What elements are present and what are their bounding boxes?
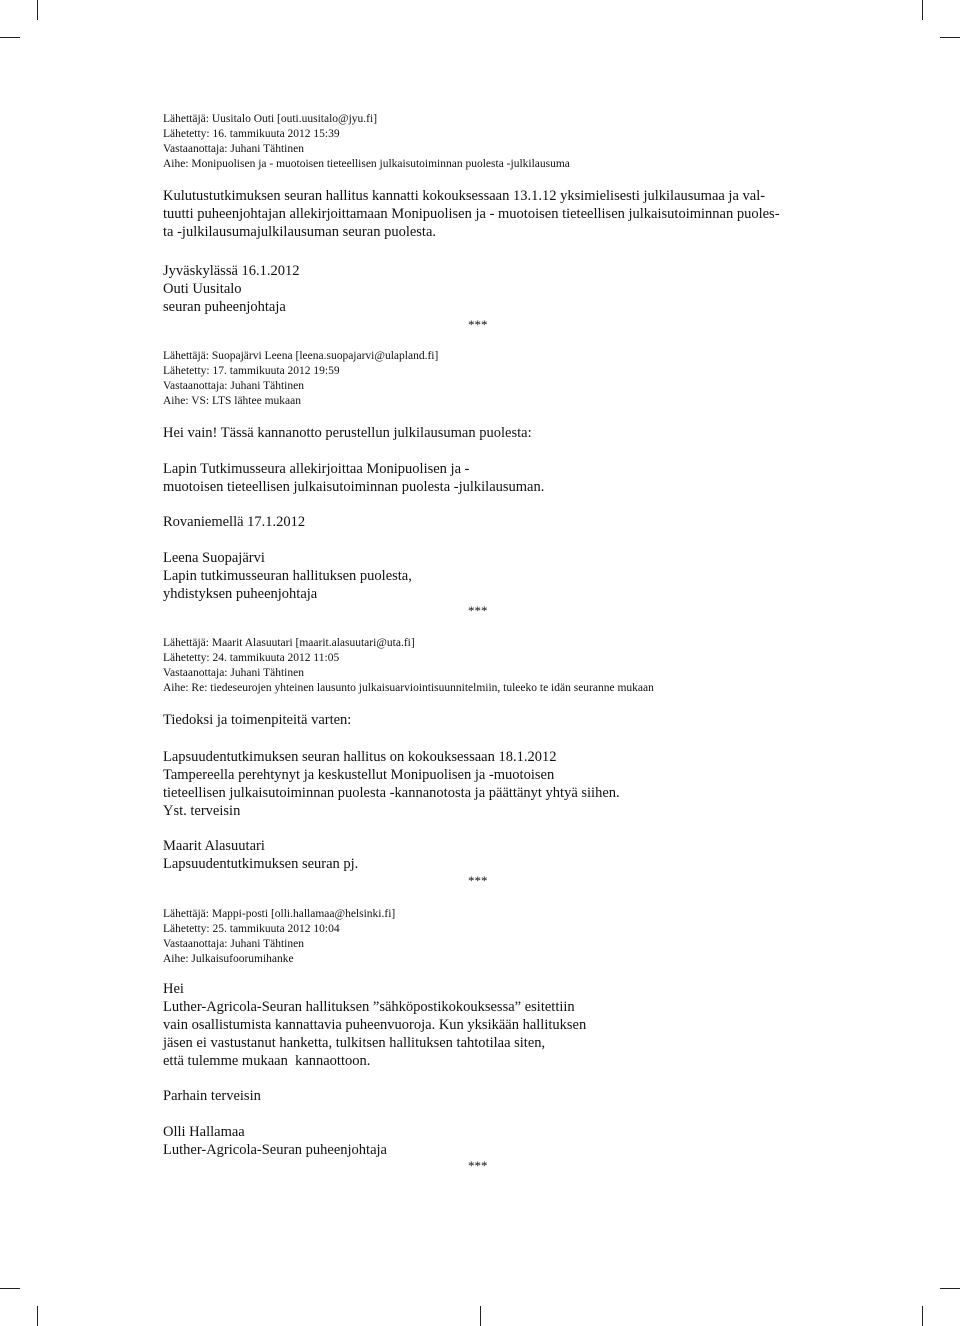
email-greeting: Hei vain! Tässä kannanotto perustellun julkilausuman puolesta: [163, 425, 532, 441]
body-line: että tulemme mukaan kannaottoon. [163, 1053, 371, 1069]
sent-line: Lähetetty: 16. tammikuuta 2012 15:39 [163, 128, 340, 140]
crop-mark [37, 1306, 38, 1326]
signature-line: seuran puheenjohtaja [163, 299, 286, 315]
signature-line: Luther-Agricola-Seuran puheenjohtaja [163, 1142, 387, 1158]
recipient-line: Vastaanottaja: Juhani Tähtinen [163, 938, 304, 950]
signature-line: Maarit Alasuutari [163, 838, 265, 854]
email-header [163, 636, 803, 696]
email-closing: Parhain terveisin [163, 1088, 261, 1104]
email-body [163, 460, 803, 496]
email-header [163, 349, 803, 409]
email-signature [163, 837, 803, 873]
signature-line: Outi Uusitalo [163, 281, 242, 297]
sender-line: Lähettäjä: Mappi-posti [olli.hallamaa@helsinki.fi] [163, 908, 396, 920]
crop-mark [37, 0, 38, 20]
subject-line: Aihe: Monipuolisen ja - muotoisen tieteellisen julkaisutoiminnan puolesta -julkilausuma [163, 158, 570, 170]
email-body [163, 748, 803, 820]
crop-mark [940, 37, 960, 38]
separator: *** [468, 1158, 488, 1173]
recipient-line: Vastaanottaja: Juhani Tähtinen [163, 667, 304, 679]
sender-line: Lähettäjä: Uusitalo Outi [outi.uusitalo@jyu.fi] [163, 113, 378, 125]
crop-mark [940, 1288, 960, 1289]
sent-line: Lähetetty: 24. tammikuuta 2012 11:05 [163, 652, 340, 664]
body-line: Luther-Agricola-Seuran hallituksen ”sähköpostikokouksessa” esitettiin [163, 999, 575, 1015]
crop-mark [922, 0, 923, 20]
body-line: Lapsuudentutkimuksen seuran hallitus on kokouksessaan 18.1.2012 [163, 749, 557, 765]
subject-line: Aihe: VS: LTS lähtee mukaan [163, 395, 301, 407]
body-line: vain osallistumista kannattavia puheenvuoroja. Kun yksikään hallituksen [163, 1017, 587, 1033]
email-body [163, 187, 803, 241]
email-signature [163, 1123, 803, 1159]
subject-line: Aihe: Re: tiedeseurojen yhteinen lausunto julkaisuarviointisuunnitelmiin, tuleeko te idän seuranne mukaan [163, 682, 654, 694]
email-body [163, 980, 803, 1070]
body-line: Tampereella perehtynyt ja keskustellut Monipuolisen ja -muotoisen [163, 767, 555, 783]
separator: *** [468, 317, 488, 332]
sent-line: Lähetetty: 25. tammikuuta 2012 10:04 [163, 923, 340, 935]
signature-line: Jyväskylässä 16.1.2012 [163, 263, 300, 279]
body-line: jäsen ei vastustanut hanketta, tulkitsen hallituksen tahtotilaa siten, [163, 1035, 546, 1051]
crop-mark [0, 1288, 20, 1289]
subject-line: Aihe: Julkaisufoorumihanke [163, 953, 294, 965]
signature-line: Olli Hallamaa [163, 1124, 245, 1140]
crop-mark [922, 1306, 923, 1326]
recipient-line: Vastaanottaja: Juhani Tähtinen [163, 143, 304, 155]
body-line: Yst. terveisin [163, 803, 241, 819]
email-place-date: Rovaniemellä 17.1.2012 [163, 514, 306, 530]
crop-mark [480, 1306, 481, 1326]
signature-line: Leena Suopajärvi [163, 550, 265, 566]
body-line: Lapin Tutkimusseura allekirjoittaa Monipuolisen ja - [163, 461, 470, 477]
signature-line: yhdistyksen puheenjohtaja [163, 586, 318, 602]
email-signature [163, 549, 803, 603]
signature-line: Lapin tutkimusseuran hallituksen puolesta, [163, 568, 412, 584]
email-signature [163, 262, 803, 316]
sender-line: Lähettäjä: Maarit Alasuutari [maarit.alasuutari@uta.fi] [163, 637, 415, 649]
body-line: muotoisen tieteellisen julkaisutoiminnan puolesta -julkilausuman. [163, 479, 545, 495]
body-line: tuutti puheenjohtajan allekirjoittamaan Monipuolisen ja - muotoisen tieteellisen julkaisutoiminnan puoles- [163, 206, 780, 222]
signature-line: Lapsuudentutkimuksen seuran pj. [163, 856, 359, 872]
email-header [163, 907, 803, 967]
body-line: Kulutustutkimuksen seuran hallitus kannatti kokouksessaan 13.1.12 yksimielisesti julkilausumaa ja val- [163, 188, 766, 204]
body-line: ta -julkilausumajulkilausuman seuran puolesta. [163, 224, 437, 240]
sender-line: Lähettäjä: Suopajärvi Leena [leena.suopajarvi@ulapland.fi] [163, 350, 439, 362]
email-intro: Tiedoksi ja toimenpiteitä varten: [163, 712, 352, 728]
recipient-line: Vastaanottaja: Juhani Tähtinen [163, 380, 304, 392]
sent-line: Lähetetty: 17. tammikuuta 2012 19:59 [163, 365, 340, 377]
separator: *** [468, 873, 488, 888]
body-line: tieteellisen julkaisutoiminnan puolesta -kannanotosta ja päättänyt yhtyä siihen. [163, 785, 620, 801]
email-header [163, 112, 803, 172]
separator: *** [468, 603, 488, 618]
crop-mark [0, 37, 20, 38]
body-line: Hei [163, 981, 184, 997]
